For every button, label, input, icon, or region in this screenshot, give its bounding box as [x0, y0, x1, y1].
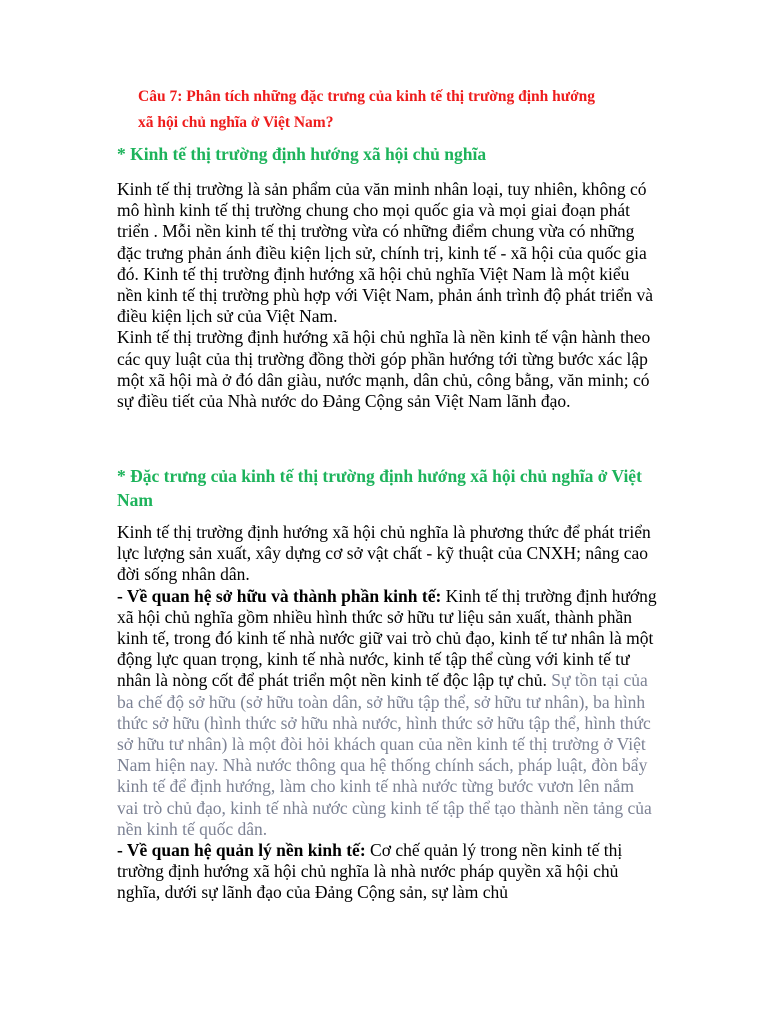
management-text: Cơ chế quản lý trong nền kinh tế thị trường định hướng xã hội chủ nghĩa là nhà nước pháp quyền xã hội chủ nghĩa, dưới sự lãnh đạo của Đảng Cộng sản, sự làm chủ [117, 840, 623, 903]
ownership-muted-text: Sự tồn tại của ba chế độ sở hữu (sở hữu toàn dân, sở hữu tập thể, sở hữu tư nhân), ba hình thức sở hữu (hình thức sở hữu nhà nước, hình thức sở hữu tập thể, hình thức sở hữu tư nhân) là một đòi hỏi khách quan của nền kinh tế thị trường ở Việt Nam hiện nay. Nhà nước thông qua hệ thống chính sách, pháp luật, đòn bẩy kinh tế để định hướng, làm cho kinh tế nhà nước từng bước vươn lên nắm vai trò chủ đạo, kinh tế nhà nước cùng kinh tế tập thể tạo thành nền tảng của nền kinh tế quốc dân. [117, 670, 652, 839]
section-1-body [117, 179, 657, 412]
section-2-heading: * Đặc trưng của kinh tế thị trường định hướng xã hội chủ nghĩa ở Việt Nam [117, 466, 642, 510]
ownership-text: Kinh tế thị trường định hướng xã hội chủ nghĩa gồm nhiều hình thức sở hữu tư liệu sản xuất, thành phần kinh tế, trong đó kinh tế nhà nước giữ vai trò chủ đạo, kinh tế tư nhân là một động lực quan trọng, kinh tế nhà nước, kinh tế tập thể cùng với kinh tế tư nhân là nòng cốt để phát triển một nền kinh tế độc lập tự chủ. [117, 585, 657, 691]
management-label: - Về quan hệ quản lý nền kinh tế: [117, 840, 366, 861]
section-2-intro: Kinh tế thị trường định hướng xã hội chủ nghĩa là phương thức để phát triển lực lượng sản xuất, xây dựng cơ sở vật chất - kỹ thuật của CNXH; nâng cao đời sống nhân dân. [117, 522, 651, 585]
management-paragraph [117, 840, 657, 904]
question-line-2: xã hội chủ nghĩa ở Việt Nam? [138, 114, 334, 131]
ownership-paragraph [117, 586, 657, 840]
section-1-paragraph-1: Kinh tế thị trường là sản phẩm của văn minh nhân loại, tuy nhiên, không có mô hình kinh tế thị trường chung cho mọi quốc gia và mọi giai đoạn phát triển . Mỗi nền kinh tế thị trường vừa có những điểm chung vừa có những đặc trưng phản ánh điều kiện lịch sử, chính trị, kinh tế - xã hội của quốc gia đó. Kinh tế thị trường định hướng xã hội chủ nghĩa Việt Nam là một kiểu nền kinh tế thị trường phù hợp với Việt Nam, phản ánh trình độ phát triển và điều kiện lịch sử của Việt Nam. [117, 179, 653, 327]
question-title [138, 84, 678, 136]
question-line-1: Câu 7: Phân tích những đặc trưng của kinh tế thị trường định hướng [138, 88, 596, 105]
section-2-body [117, 522, 657, 904]
ownership-label: - Về quan hệ sở hữu và thành phần kinh tế: [117, 585, 442, 606]
section-1-paragraph-2: Kinh tế thị trường định hướng xã hội chủ nghĩa là nền kinh tế vận hành theo các quy luật của thị trường đồng thời góp phần hướng tới từng bước xác lập một xã hội mà ở đó dân giàu, nước mạnh, dân chủ, công bằng, văn minh; có sự điều tiết của Nhà nước do Đảng Cộng sản Việt Nam lãnh đạo. [117, 327, 651, 412]
section-1-heading: * Kinh tế thị trường định hướng xã hội chủ nghĩa [117, 144, 487, 164]
